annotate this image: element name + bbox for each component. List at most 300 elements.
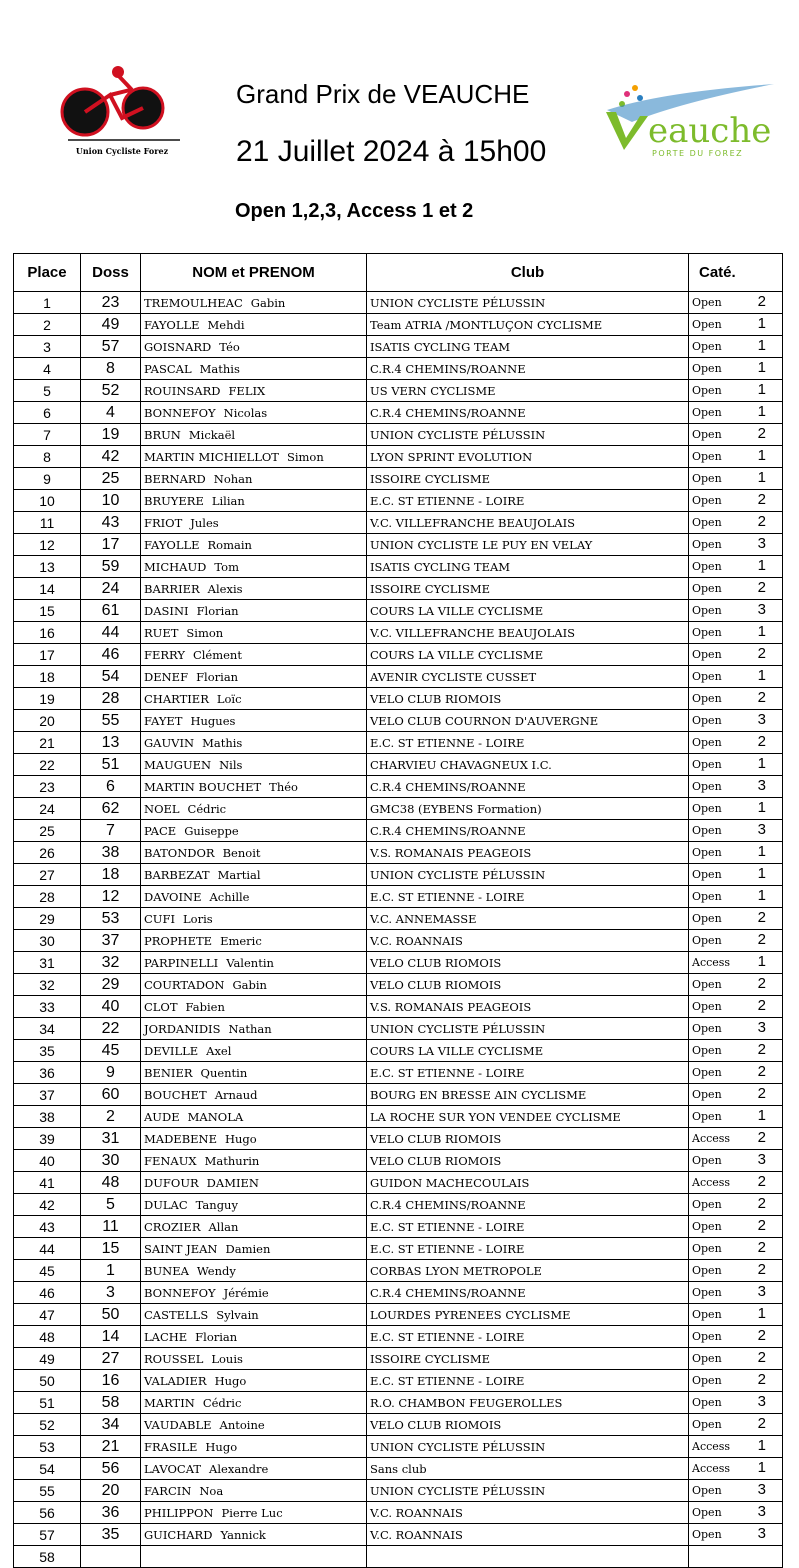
- cell-nom-prenom: [141, 1414, 367, 1436]
- category-level: 2: [757, 689, 766, 706]
- rider-firstname: DAMIEN: [206, 1175, 259, 1190]
- rider-firstname: Achille: [209, 889, 250, 904]
- cell-place: 54: [14, 1458, 81, 1480]
- category-type: Open: [692, 1418, 722, 1431]
- cell-club: V.C. VILLEFRANCHE BEAUJOLAIS: [367, 512, 689, 534]
- cell-doss: 38: [81, 842, 141, 864]
- cell-nom-prenom: [141, 1392, 367, 1414]
- table-row: [14, 732, 783, 754]
- cell-cate: [689, 1216, 783, 1238]
- category-level: 2: [757, 931, 766, 948]
- cell-place: 25: [14, 820, 81, 842]
- rider-firstname: Florian: [195, 1329, 238, 1344]
- category-type: Open: [692, 1110, 722, 1123]
- rider-lastname: FENAUX: [144, 1153, 197, 1168]
- cell-club: UNION CYCLISTE PÉLUSSIN: [367, 424, 689, 446]
- cell-cate: [689, 864, 783, 886]
- cell-cate: [689, 446, 783, 468]
- category-level: 3: [757, 711, 766, 728]
- cell-place: 40: [14, 1150, 81, 1172]
- cell-cate: [689, 292, 783, 314]
- category-type: Open: [692, 1396, 722, 1409]
- cell-nom-prenom: [141, 688, 367, 710]
- category-level: 3: [757, 1481, 766, 1498]
- cell-place: 6: [14, 402, 81, 424]
- rider-lastname: BONNEFOY: [144, 405, 216, 420]
- category-type: Open: [692, 670, 722, 683]
- cell-cate: [689, 1524, 783, 1546]
- table-row: [14, 1480, 783, 1502]
- category-level: 3: [757, 1151, 766, 1168]
- rider-lastname: BENIER: [144, 1065, 193, 1080]
- cell-doss: 51: [81, 754, 141, 776]
- cell-cate: [689, 578, 783, 600]
- cell-nom-prenom: [141, 1370, 367, 1392]
- cell-doss: 44: [81, 622, 141, 644]
- cell-nom-prenom: [141, 424, 367, 446]
- cell-nom-prenom: [141, 842, 367, 864]
- rider-firstname: Guiseppe: [184, 823, 239, 838]
- cell-doss: 10: [81, 490, 141, 512]
- table-row: [14, 314, 783, 336]
- cell-nom-prenom: [141, 952, 367, 974]
- table-row: [14, 380, 783, 402]
- cell-cate: [689, 1194, 783, 1216]
- results-table: [13, 253, 783, 1568]
- rider-lastname: MARTIN: [144, 1395, 195, 1410]
- table-row: [14, 1040, 783, 1062]
- table-row: [14, 798, 783, 820]
- category-level: 1: [757, 337, 766, 354]
- veauche-logo: [602, 82, 777, 162]
- cell-club: V.C. ROANNAIS: [367, 1502, 689, 1524]
- category-level: 2: [757, 1371, 766, 1388]
- category-type: Open: [692, 912, 722, 925]
- cell-place: 53: [14, 1436, 81, 1458]
- cell-doss: 9: [81, 1062, 141, 1084]
- cell-club: LOURDES PYRENEES CYCLISME: [367, 1304, 689, 1326]
- cell-cate: [689, 688, 783, 710]
- cell-nom-prenom: [141, 908, 367, 930]
- rider-firstname: Emeric: [220, 933, 262, 948]
- rider-lastname: FAYOLLE: [144, 317, 200, 332]
- cell-club: E.C. ST ETIENNE - LOIRE: [367, 1370, 689, 1392]
- cell-place: 50: [14, 1370, 81, 1392]
- table-row: [14, 952, 783, 974]
- cell-club: V.C. ANNEMASSE: [367, 908, 689, 930]
- cell-club: BOURG EN BRESSE AIN CYCLISME: [367, 1084, 689, 1106]
- cell-doss: 43: [81, 512, 141, 534]
- rider-lastname: FERRY: [144, 647, 185, 662]
- rider-firstname: Nohan: [213, 471, 253, 486]
- table-row: [14, 468, 783, 490]
- category-type: Open: [692, 1066, 722, 1079]
- rider-firstname: Hugo: [214, 1373, 247, 1388]
- rider-lastname: GOISNARD: [144, 339, 212, 354]
- cell-doss: 52: [81, 380, 141, 402]
- cell-cate: [689, 534, 783, 556]
- cell-doss: 49: [81, 314, 141, 336]
- cell-cate: [689, 908, 783, 930]
- cell-place: 56: [14, 1502, 81, 1524]
- cell-place: 28: [14, 886, 81, 908]
- cell-cate: [689, 1282, 783, 1304]
- cell-doss: 19: [81, 424, 141, 446]
- category-level: 1: [757, 953, 766, 970]
- category-type: Open: [692, 1000, 722, 1013]
- cell-cate: [689, 1502, 783, 1524]
- table-row: [14, 402, 783, 424]
- table-row: [14, 1458, 783, 1480]
- rider-lastname: FAYET: [144, 713, 183, 728]
- cell-doss: 11: [81, 1216, 141, 1238]
- category-level: 1: [757, 1437, 766, 1454]
- cell-club: UNION CYCLISTE PÉLUSSIN: [367, 292, 689, 314]
- category-level: 3: [757, 1525, 766, 1542]
- cell-doss: 32: [81, 952, 141, 974]
- cell-place: 31: [14, 952, 81, 974]
- rider-firstname: Alexis: [207, 581, 243, 596]
- category-type: Open: [692, 978, 722, 991]
- cell-place: 43: [14, 1216, 81, 1238]
- cell-club: LA ROCHE SUR YON VENDEE CYCLISME: [367, 1106, 689, 1128]
- rider-lastname: BOUCHET: [144, 1087, 207, 1102]
- cell-doss: 14: [81, 1326, 141, 1348]
- cell-doss: 57: [81, 336, 141, 358]
- rider-firstname: Martial: [217, 867, 261, 882]
- table-row: [14, 974, 783, 996]
- cell-cate: [689, 732, 783, 754]
- table-row: [14, 1282, 783, 1304]
- category-type: Access: [692, 956, 731, 969]
- col-club: Club: [367, 254, 689, 292]
- rider-firstname: Antoine: [219, 1417, 265, 1432]
- cell-club: COURS LA VILLE CYCLISME: [367, 600, 689, 622]
- cell-place: 45: [14, 1260, 81, 1282]
- rider-firstname: Mehdi: [207, 317, 245, 332]
- cell-club: E.C. ST ETIENNE - LOIRE: [367, 490, 689, 512]
- cell-place: 26: [14, 842, 81, 864]
- category-level: 2: [757, 293, 766, 310]
- category-type: Open: [692, 406, 722, 419]
- event-date: 21 Juillet 2024 à 15h00: [236, 135, 547, 168]
- cell-nom-prenom: [141, 820, 367, 842]
- category-level: 2: [757, 733, 766, 750]
- rider-firstname: Axel: [206, 1043, 232, 1058]
- category-type: Open: [692, 1044, 722, 1057]
- cell-nom-prenom: [141, 1436, 367, 1458]
- cell-place: 16: [14, 622, 81, 644]
- table-row: [14, 1392, 783, 1414]
- cell-nom-prenom: [141, 578, 367, 600]
- cell-place: 14: [14, 578, 81, 600]
- cell-doss: 35: [81, 1524, 141, 1546]
- cell-club: E.C. ST ETIENNE - LOIRE: [367, 1326, 689, 1348]
- category-level: 3: [757, 777, 766, 794]
- category-level: 2: [757, 1173, 766, 1190]
- rider-firstname: Téo: [219, 339, 240, 354]
- cell-club: UNION CYCLISTE PÉLUSSIN: [367, 1436, 689, 1458]
- cell-cate: [689, 1348, 783, 1370]
- rider-lastname: BATONDOR: [144, 845, 215, 860]
- cell-club: C.R.4 CHEMINS/ROANNE: [367, 1282, 689, 1304]
- rider-firstname: Valentin: [226, 955, 274, 970]
- table-row: [14, 424, 783, 446]
- category-level: 2: [757, 1349, 766, 1366]
- cell-nom-prenom: [141, 292, 367, 314]
- cell-club: C.R.4 CHEMINS/ROANNE: [367, 402, 689, 424]
- table-row: [14, 1062, 783, 1084]
- cell-nom-prenom: [141, 380, 367, 402]
- cell-place: 37: [14, 1084, 81, 1106]
- cell-club: COURS LA VILLE CYCLISME: [367, 644, 689, 666]
- cell-doss: 21: [81, 1436, 141, 1458]
- cell-doss: 17: [81, 534, 141, 556]
- cell-doss: 36: [81, 1502, 141, 1524]
- rider-firstname: FELIX: [228, 383, 266, 398]
- cell-club: VELO CLUB RIOMOIS: [367, 1414, 689, 1436]
- rider-lastname: CASTELLS: [144, 1307, 209, 1322]
- category-level: 2: [757, 1129, 766, 1146]
- category-type: Open: [692, 890, 722, 903]
- cell-nom-prenom: [141, 930, 367, 952]
- cell-doss: 22: [81, 1018, 141, 1040]
- cell-club: AVENIR CYCLISTE CUSSET: [367, 666, 689, 688]
- cell-cate: [689, 1546, 783, 1568]
- table-row: [14, 886, 783, 908]
- cell-doss: 16: [81, 1370, 141, 1392]
- rider-firstname: Simon: [286, 449, 324, 464]
- rider-lastname: LACHE: [144, 1329, 188, 1344]
- cell-club: VELO CLUB COURNON D'AUVERGNE: [367, 710, 689, 732]
- category-level: 1: [757, 469, 766, 486]
- cell-place: 48: [14, 1326, 81, 1348]
- category-type: Open: [692, 296, 722, 309]
- cell-cate: [689, 952, 783, 974]
- cell-nom-prenom: [141, 1172, 367, 1194]
- cell-cate: [689, 1370, 783, 1392]
- rider-lastname: RUET: [144, 625, 179, 640]
- table-row: [14, 688, 783, 710]
- cell-cate: [689, 930, 783, 952]
- category-type: Open: [692, 824, 722, 837]
- cell-nom-prenom: [141, 974, 367, 996]
- category-level: 2: [757, 1085, 766, 1102]
- cell-club: VELO CLUB RIOMOIS: [367, 688, 689, 710]
- category-type: Open: [692, 582, 722, 595]
- category-level: 2: [757, 1239, 766, 1256]
- cell-doss: 25: [81, 468, 141, 490]
- cell-doss: 30: [81, 1150, 141, 1172]
- category-level: 2: [757, 1327, 766, 1344]
- category-type: Access: [692, 1132, 731, 1145]
- category-level: 2: [757, 491, 766, 508]
- rider-lastname: PACE: [144, 823, 177, 838]
- cell-club: LYON SPRINT EVOLUTION: [367, 446, 689, 468]
- cell-place: 5: [14, 380, 81, 402]
- cell-club: UNION CYCLISTE PÉLUSSIN: [367, 1018, 689, 1040]
- category-level: 2: [757, 975, 766, 992]
- rider-firstname: Clément: [192, 647, 242, 662]
- cell-nom-prenom: [141, 1304, 367, 1326]
- category-type: Open: [692, 758, 722, 771]
- col-place: Place: [14, 254, 81, 292]
- cell-cate: [689, 1040, 783, 1062]
- category-level: 1: [757, 667, 766, 684]
- category-level: 1: [757, 623, 766, 640]
- table-row: [14, 292, 783, 314]
- cell-nom-prenom: [141, 1238, 367, 1260]
- category-type: Open: [692, 362, 722, 375]
- rider-lastname: FRIOT: [144, 515, 183, 530]
- cell-place: 57: [14, 1524, 81, 1546]
- rider-firstname: Sylvain: [216, 1307, 259, 1322]
- category-type: Open: [692, 340, 722, 353]
- cell-place: 33: [14, 996, 81, 1018]
- rider-firstname: Loïc: [216, 691, 242, 706]
- cell-nom-prenom: [141, 1282, 367, 1304]
- rider-lastname: DULAC: [144, 1197, 188, 1212]
- cell-club: C.R.4 CHEMINS/ROANNE: [367, 776, 689, 798]
- cell-doss: 60: [81, 1084, 141, 1106]
- category-level: 2: [757, 1041, 766, 1058]
- rider-firstname: Mickaël: [188, 427, 236, 442]
- rider-lastname: NOEL: [144, 801, 180, 816]
- cell-doss: 58: [81, 1392, 141, 1414]
- cell-cate: [689, 1172, 783, 1194]
- cell-cate: [689, 380, 783, 402]
- rider-lastname: FAYOLLE: [144, 537, 200, 552]
- cell-doss: 42: [81, 446, 141, 468]
- table-row: [14, 578, 783, 600]
- cell-nom-prenom: [141, 1194, 367, 1216]
- veauche-logo-tagline: PORTE DU FOREZ: [652, 149, 744, 158]
- cell-doss: 40: [81, 996, 141, 1018]
- category-type: Open: [692, 604, 722, 617]
- cell-cate: [689, 820, 783, 842]
- cell-nom-prenom: [141, 336, 367, 358]
- rider-firstname: Jules: [190, 515, 219, 530]
- cell-nom-prenom: [141, 732, 367, 754]
- cell-club: E.C. ST ETIENNE - LOIRE: [367, 732, 689, 754]
- cell-doss: 48: [81, 1172, 141, 1194]
- cell-club: C.R.4 CHEMINS/ROANNE: [367, 1194, 689, 1216]
- rider-firstname: Nils: [219, 757, 243, 772]
- table-row: [14, 842, 783, 864]
- cell-place: 58: [14, 1546, 81, 1568]
- cell-club: UNION CYCLISTE LE PUY EN VELAY: [367, 534, 689, 556]
- cell-club: ISATIS CYCLING TEAM: [367, 556, 689, 578]
- cell-cate: [689, 424, 783, 446]
- cell-place: 39: [14, 1128, 81, 1150]
- category-level: 2: [757, 909, 766, 926]
- cell-place: 38: [14, 1106, 81, 1128]
- category-type: Open: [692, 868, 722, 881]
- category-type: Open: [692, 1198, 722, 1211]
- category-level: 1: [757, 865, 766, 882]
- cell-doss: 45: [81, 1040, 141, 1062]
- rider-firstname: Romain: [207, 537, 252, 552]
- rider-lastname: DAVOINE: [144, 889, 202, 904]
- category-level: 3: [757, 1503, 766, 1520]
- category-type: Open: [692, 1484, 722, 1497]
- cell-club: V.C. ROANNAIS: [367, 930, 689, 952]
- cell-cate: [689, 776, 783, 798]
- cell-doss: 4: [81, 402, 141, 424]
- cell-club: V.C. ROANNAIS: [367, 1524, 689, 1546]
- event-title: Grand Prix de VEAUCHE: [236, 79, 530, 109]
- table-row: [14, 600, 783, 622]
- table-row: [14, 1084, 783, 1106]
- cell-nom-prenom: [141, 1018, 367, 1040]
- cell-nom-prenom: [141, 1502, 367, 1524]
- table-row: [14, 1194, 783, 1216]
- rider-firstname: Alexandre: [209, 1461, 269, 1476]
- category-type: Open: [692, 736, 722, 749]
- category-type: Open: [692, 1506, 722, 1519]
- table-row: [14, 1260, 783, 1282]
- cell-nom-prenom: [141, 1480, 367, 1502]
- rider-firstname: Théo: [269, 779, 298, 794]
- table-row: [14, 1414, 783, 1436]
- cell-doss: 2: [81, 1106, 141, 1128]
- cell-cate: [689, 468, 783, 490]
- cell-nom-prenom: [141, 1062, 367, 1084]
- rider-firstname: Mathurin: [204, 1153, 260, 1168]
- cell-place: 22: [14, 754, 81, 776]
- cell-cate: [689, 336, 783, 358]
- cell-place: 12: [14, 534, 81, 556]
- category-type: Open: [692, 648, 722, 661]
- table-row: [14, 710, 783, 732]
- category-type: Open: [692, 1154, 722, 1167]
- rider-firstname: Nathan: [228, 1021, 272, 1036]
- cell-nom-prenom: [141, 754, 367, 776]
- cell-doss: 37: [81, 930, 141, 952]
- cell-nom-prenom: [141, 1106, 367, 1128]
- cell-place: 21: [14, 732, 81, 754]
- rider-lastname: BARRIER: [144, 581, 200, 596]
- cell-place: 55: [14, 1480, 81, 1502]
- cell-place: 47: [14, 1304, 81, 1326]
- table-row: [14, 534, 783, 556]
- cell-cate: [689, 754, 783, 776]
- rider-lastname: AUDE: [144, 1109, 180, 1124]
- rider-lastname: TREMOULHEAC: [144, 295, 243, 310]
- cell-doss: 23: [81, 292, 141, 314]
- cell-nom-prenom: [141, 1458, 367, 1480]
- rider-lastname: BRUN: [144, 427, 181, 442]
- cell-club: VELO CLUB RIOMOIS: [367, 1150, 689, 1172]
- rider-lastname: BARBEZAT: [144, 867, 210, 882]
- table-row: [14, 644, 783, 666]
- rider-firstname: Wendy: [196, 1263, 236, 1278]
- cell-nom-prenom: [141, 798, 367, 820]
- cell-club: GUIDON MACHECOULAIS: [367, 1172, 689, 1194]
- cell-doss: 7: [81, 820, 141, 842]
- table-row: [14, 1128, 783, 1150]
- rider-lastname: PASCAL: [144, 361, 192, 376]
- cell-nom-prenom: [141, 446, 367, 468]
- cell-place: 3: [14, 336, 81, 358]
- category-type: Open: [692, 1220, 722, 1233]
- cell-doss: 61: [81, 600, 141, 622]
- table-row: [14, 1436, 783, 1458]
- category-level: 2: [757, 1415, 766, 1432]
- table-row: [14, 1370, 783, 1392]
- table-row: [14, 754, 783, 776]
- rider-lastname: JORDANIDIS: [144, 1021, 221, 1036]
